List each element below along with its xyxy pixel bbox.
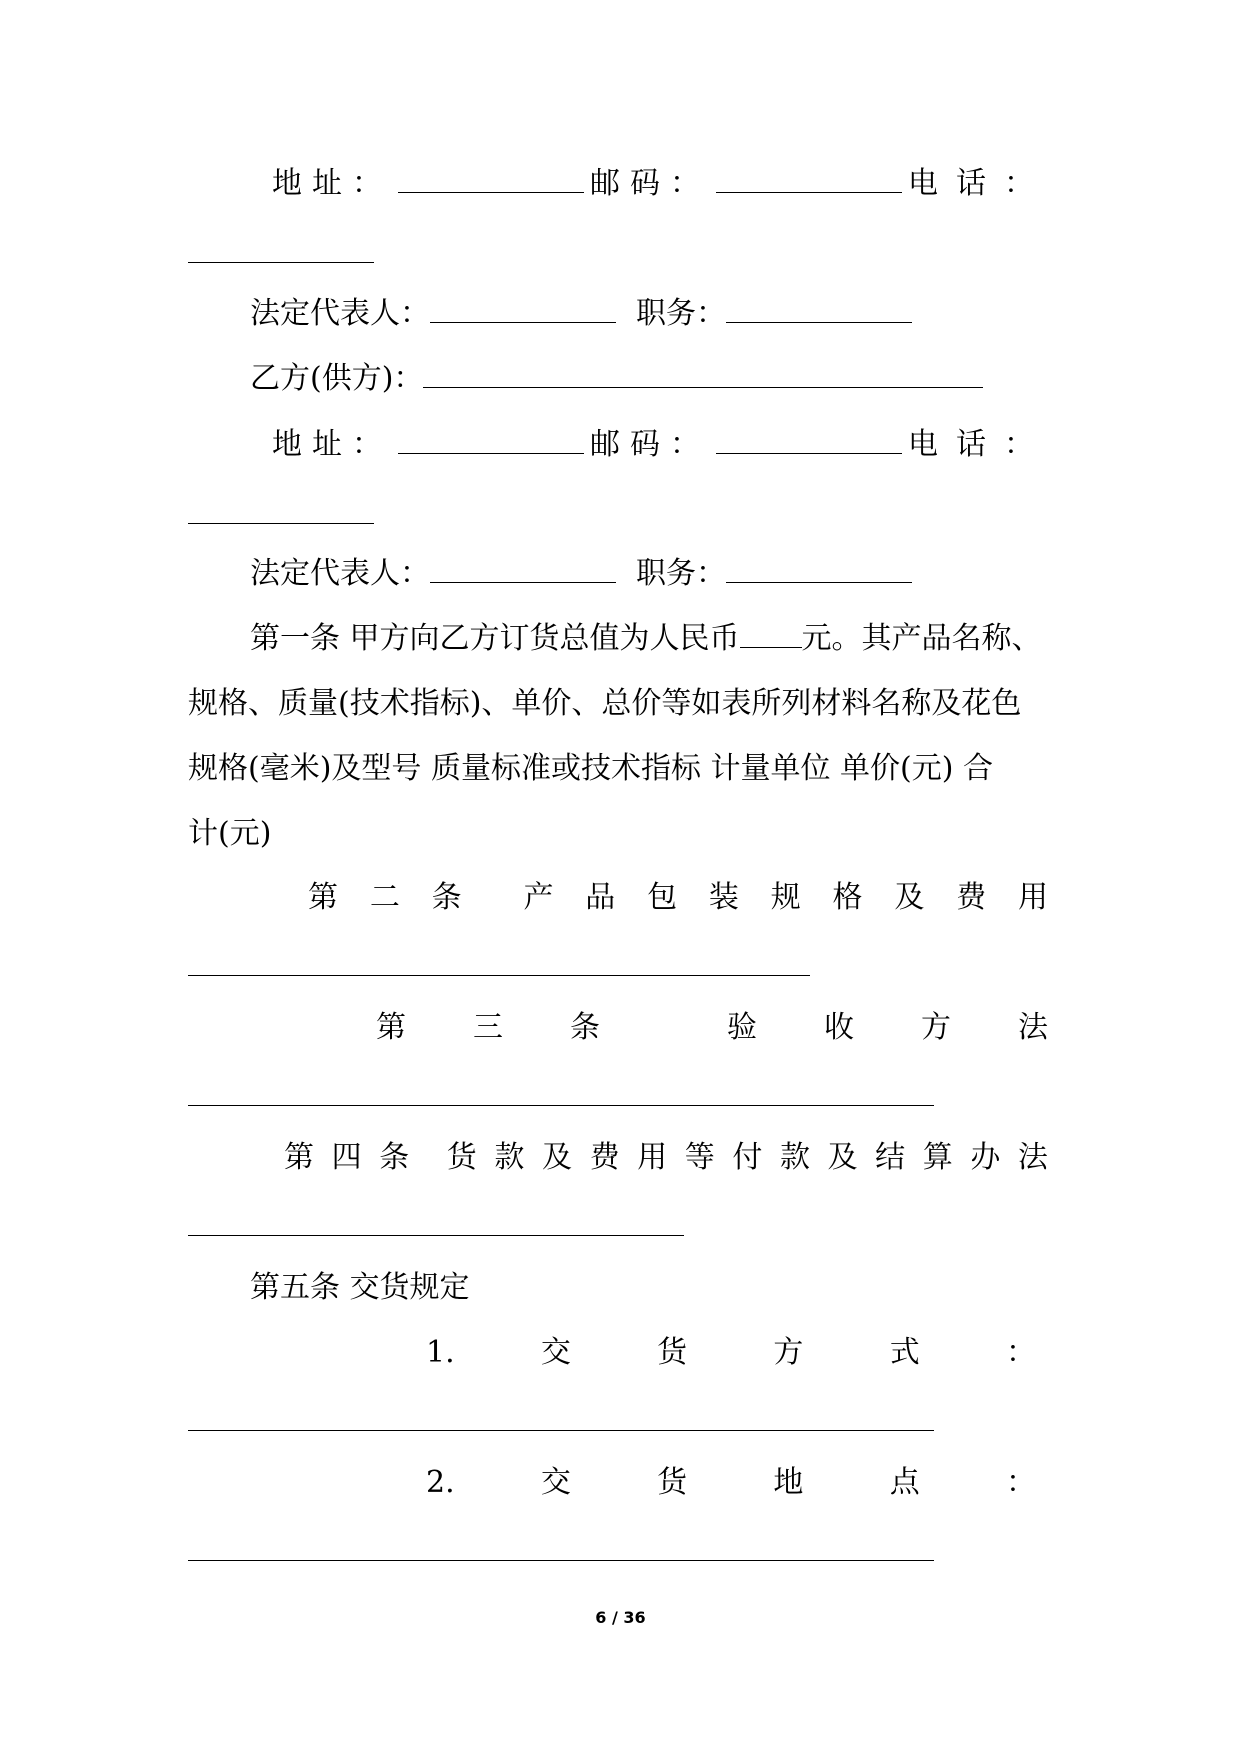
heading-char: 等 (684, 1140, 715, 1175)
heading-char: 包 (647, 880, 678, 915)
article-1-line-4 (188, 816, 271, 852)
article-3-heading (376, 1010, 1048, 1046)
phone-blank[interactable] (188, 262, 374, 263)
legal-rep-label: 法定代表人： (250, 556, 430, 591)
heading-char: 结 (875, 1140, 906, 1175)
heading-char: 验 (727, 1010, 757, 1045)
heading-char: 及 (827, 1140, 858, 1175)
position-label: 职务： (636, 556, 726, 591)
delivery-method-blank[interactable] (188, 1430, 934, 1431)
party-b-address-line (272, 427, 1052, 463)
article-2-blank[interactable] (188, 975, 810, 976)
heading-char: 二 (369, 880, 400, 915)
article-1-line-3 (188, 751, 993, 787)
postcode-label: 邮码： (590, 166, 710, 201)
heading-char: 付 (732, 1140, 763, 1175)
heading-char: 法 (1017, 1140, 1048, 1175)
article-1-line-1 (250, 621, 1042, 657)
heading-char: 产 (523, 880, 554, 915)
legal-rep-blank[interactable] (430, 556, 616, 583)
heading-char: 货 (657, 1335, 688, 1370)
delivery-location-blank[interactable] (188, 1560, 934, 1561)
page-number: 6 / 36 (595, 1608, 646, 1627)
heading-char: 算 (922, 1140, 953, 1175)
heading-char: 条 (379, 1140, 410, 1175)
address-blank[interactable] (398, 166, 584, 193)
article-4-blank[interactable] (188, 1235, 684, 1236)
heading-char: 用 (1017, 880, 1048, 915)
heading-char: 装 (708, 880, 739, 915)
heading-char: 规格(毫米)及型号 质量标准或技术指标 计量单位 单价(元) 合 (188, 751, 993, 786)
heading-char: 地 (773, 1465, 804, 1500)
article-5-heading (250, 1270, 470, 1306)
address-blank[interactable] (398, 427, 584, 454)
heading-char: 用 (637, 1140, 668, 1175)
heading-char: 2. (426, 1465, 455, 1500)
heading-char: 及 (541, 1140, 572, 1175)
party-a-legal-rep-line (250, 296, 912, 332)
heading-char: 货 (657, 1465, 688, 1500)
heading-char: 规 (770, 880, 801, 915)
heading-char: 费 (956, 880, 987, 915)
total-value-blank[interactable] (740, 621, 802, 648)
heading-char: 货 (446, 1140, 477, 1175)
heading-char: 格 (832, 880, 863, 915)
position-blank[interactable] (726, 556, 912, 583)
party-a-address-line (272, 166, 1052, 202)
position-label: 职务： (636, 296, 726, 331)
legal-rep-label: 法定代表人： (250, 296, 430, 331)
heading-char: 第一条 甲方向乙方订货总值为人民币 (250, 621, 740, 656)
heading-char: 品 (585, 880, 616, 915)
article-1-line-2 (188, 686, 1021, 722)
heading-char: 规格、质量(技术指标)、单价、总价等如表所列材料名称及花色 (188, 686, 1022, 721)
heading-char: 法 (1018, 1010, 1048, 1045)
heading-char: 收 (824, 1010, 854, 1045)
heading-char: 办 (970, 1140, 1001, 1175)
phone-label: 电话： (908, 427, 1052, 462)
postcode-blank[interactable] (716, 166, 902, 193)
party-b-name-line (250, 361, 983, 397)
heading-char: 第 (284, 1140, 314, 1175)
heading-char: 款 (779, 1140, 810, 1175)
heading-char: 交 (540, 1335, 571, 1370)
heading-char: 条 (431, 880, 462, 915)
heading-char: 第 (376, 1010, 406, 1045)
delivery-method-line (426, 1335, 1036, 1371)
article-4-heading (284, 1140, 1048, 1176)
article-3-blank[interactable] (188, 1105, 934, 1106)
position-blank[interactable] (726, 296, 912, 323)
party-b-legal-rep-line (250, 556, 912, 592)
heading-char: 点 (889, 1465, 920, 1500)
party-b-name-label: 乙方(供方)： (250, 361, 424, 396)
heading-char: 元。其产品名称、 (801, 621, 1042, 656)
heading-char: ： (1005, 1465, 1036, 1500)
heading-char: 四 (331, 1140, 362, 1175)
article-2-heading (308, 880, 1048, 916)
heading-char: 第五条 交货规定 (250, 1270, 470, 1305)
address-label: 地址： (272, 166, 392, 201)
heading-char: 费 (589, 1140, 620, 1175)
heading-char: ： (1005, 1335, 1036, 1370)
postcode-blank[interactable] (716, 427, 902, 454)
heading-char: 交 (540, 1465, 571, 1500)
heading-char: 式 (889, 1335, 920, 1370)
party-b-name-blank[interactable] (423, 361, 983, 388)
legal-rep-blank[interactable] (430, 296, 616, 323)
phone-blank[interactable] (188, 523, 374, 524)
delivery-location-line (426, 1465, 1036, 1501)
heading-char: 款 (494, 1140, 525, 1175)
heading-char: 条 (570, 1010, 600, 1045)
heading-char: 方 (921, 1010, 951, 1045)
heading-char: 第 (308, 880, 338, 915)
heading-char: 计(元) (188, 816, 272, 851)
address-label: 地址： (272, 427, 392, 462)
postcode-label: 邮码： (590, 427, 710, 462)
heading-char: 方 (773, 1335, 804, 1370)
heading-char: 1. (426, 1335, 455, 1370)
heading-char: 及 (894, 880, 925, 915)
phone-label: 电话： (908, 166, 1052, 201)
heading-char: 三 (473, 1010, 503, 1045)
